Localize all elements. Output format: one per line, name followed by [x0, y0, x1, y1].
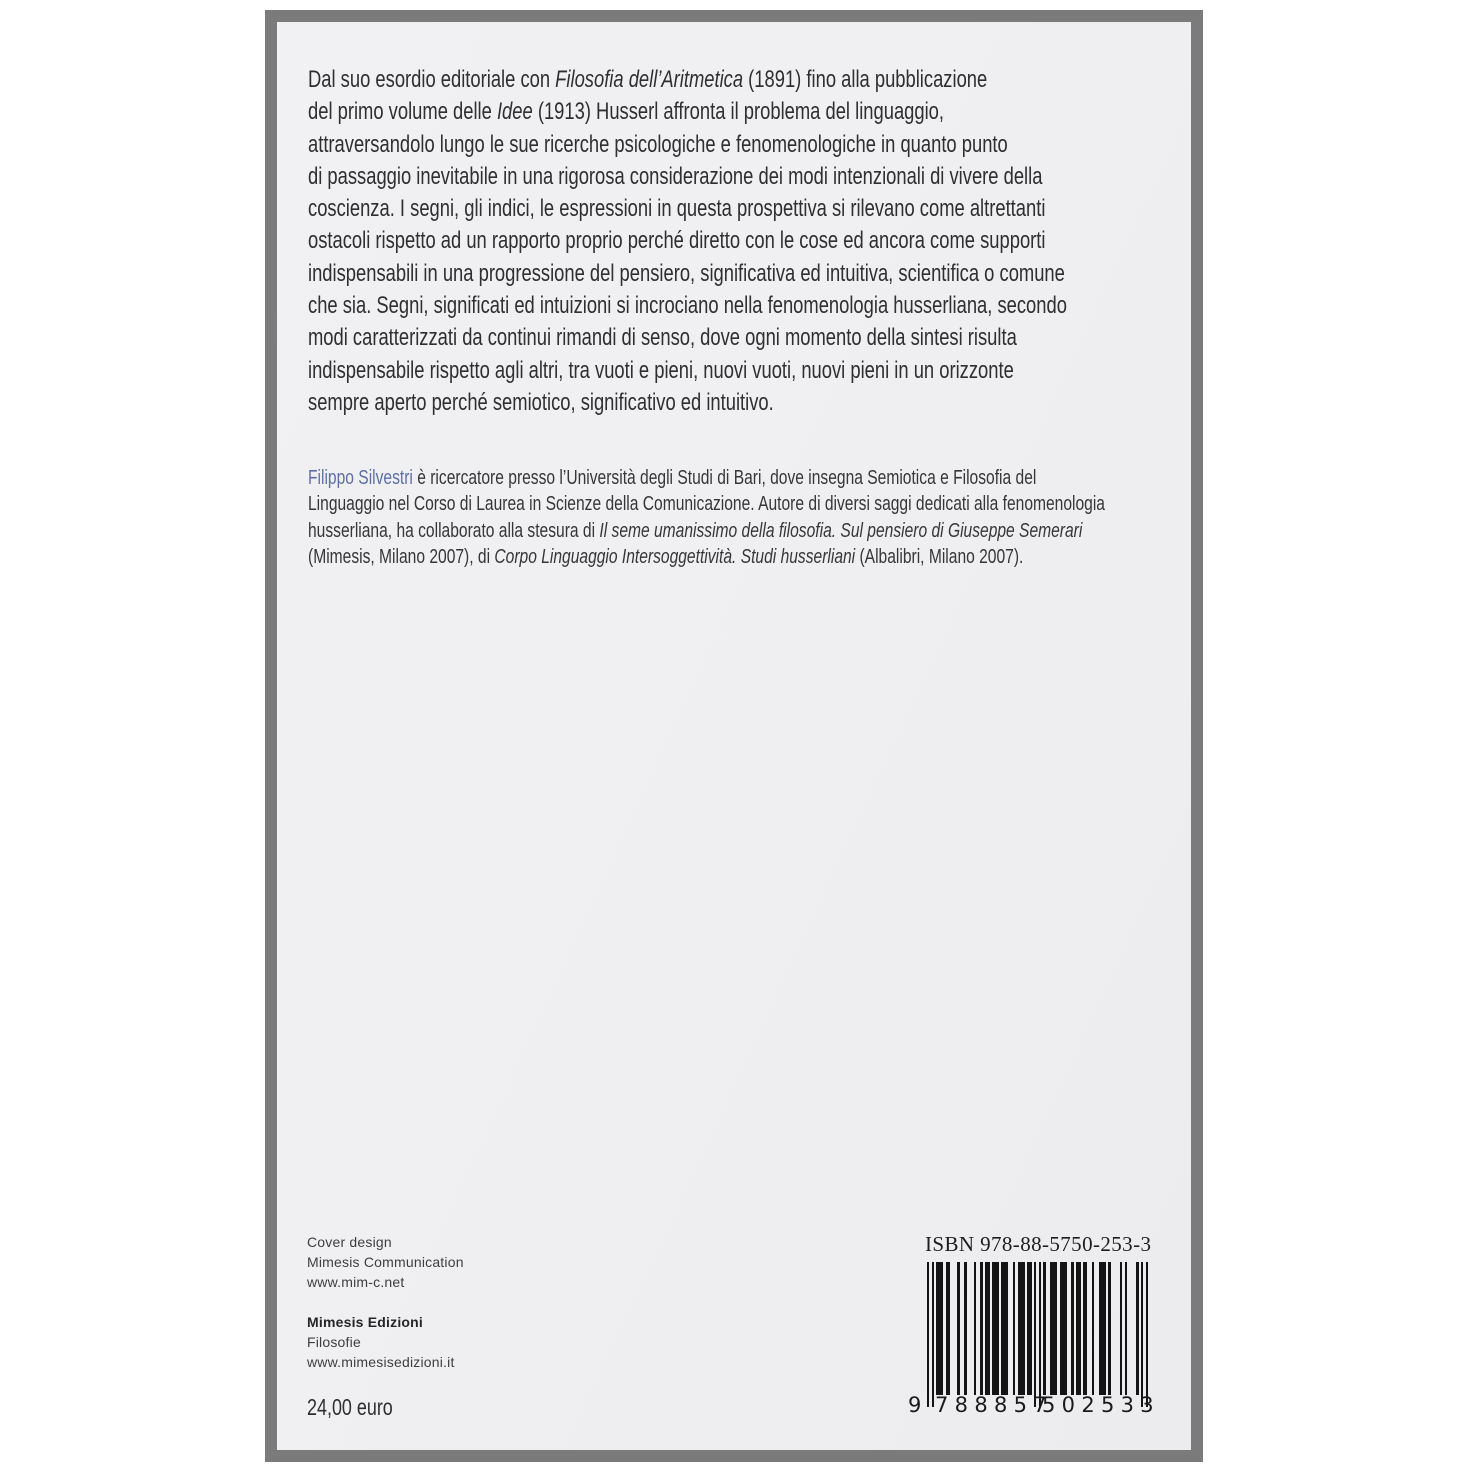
- price-label: 24,00 euro: [307, 1394, 393, 1420]
- credits-line: Mimesis Communication: [307, 1254, 464, 1270]
- cover-credits: [307, 1232, 464, 1292]
- text-run: indispensabili in una progressione del pensiero, significativa ed intuitiva, scientifica o comune: [308, 259, 1065, 287]
- text-run: che sia. Segni, significati ed intuizioni si incrociano nella fenomenologia husserliana, secondo: [308, 292, 1067, 320]
- text-run: ostacoli rispetto ad un rapporto proprio perché diretto con le cose ed ancora come supporti: [308, 227, 1046, 255]
- synopsis-paragraph: [308, 64, 1067, 419]
- barcode-digits-right: 502533: [1042, 1393, 1160, 1417]
- synopsis-line: [308, 225, 1067, 257]
- barcode-digits: [908, 1393, 1160, 1417]
- synopsis-line: [308, 387, 1067, 419]
- bio-line: [308, 518, 1105, 544]
- publisher-series: Filosofie: [307, 1334, 361, 1350]
- publisher-block: [307, 1312, 455, 1372]
- text-run: (1891) fino alla pubblicazione: [743, 66, 988, 93]
- text-run: Dal suo esordio editoriale con: [308, 66, 556, 93]
- synopsis-line: [308, 193, 1067, 225]
- text-run: di passaggio inevitabile in una rigorosa considerazione dei modi intenzionali di vivere della: [308, 162, 1043, 190]
- text-run: coscienza. I segni, gli indici, le espressioni in questa prospettiva si rilevano come altrettanti: [308, 195, 1046, 223]
- credits-url: www.mim-c.net: [307, 1274, 405, 1290]
- text-run: indispensabile rispetto agli altri, tra vuoti e pieni, nuovi vuoti, nuovi pieni in un orizzonte: [308, 356, 1014, 384]
- text-run: (Mimesis, Milano 2007), di: [308, 545, 495, 568]
- synopsis-line: [308, 161, 1067, 193]
- barcode: [908, 1262, 1160, 1417]
- text-run: è ricercatore presso l’Università degli Studi di Bari, dove insegna Semiotica e Filosofia del: [412, 467, 1037, 489]
- bio-line: [308, 465, 1105, 491]
- synopsis-line: [308, 129, 1067, 161]
- text-run: sempre aperto perché semiotico, significativo ed intuitivo.: [308, 388, 774, 416]
- text-run: husserliana, ha collaborato alla stesura di: [308, 519, 600, 542]
- text-run: (Albalibri, Milano 2007).: [855, 545, 1024, 568]
- barcode-digit-first: 9: [908, 1393, 922, 1417]
- italic-title: Filosofia dell’Aritmetica: [555, 66, 744, 93]
- publisher-url: www.mimesisedizioni.it: [307, 1354, 455, 1370]
- author-bio: [308, 465, 1105, 570]
- barcode-digits-left: 788857: [935, 1393, 1053, 1417]
- synopsis-line: [308, 290, 1067, 322]
- credits-line: Cover design: [307, 1234, 392, 1250]
- publisher-name: Mimesis Edizioni: [307, 1314, 423, 1330]
- author-name: Filippo Silvestri: [308, 467, 413, 489]
- bio-line: [308, 544, 1105, 570]
- book-back-cover: [265, 10, 1203, 1462]
- text-run: Linguaggio nel Corso di Laurea in Scienze della Comunicazione. Autore di diversi saggi dedicati alla fenomenologia: [308, 493, 1105, 516]
- synopsis-line: [308, 355, 1067, 387]
- synopsis-line: [308, 96, 1067, 128]
- italic-title: Corpo Linguaggio Intersoggettività. Studi husserliani: [494, 545, 856, 568]
- barcode-bars: [927, 1262, 1148, 1408]
- synopsis-line: [308, 258, 1067, 290]
- text-run: modi caratterizzati da continui rimandi di senso, dove ogni momento della sintesi risulta: [308, 324, 1017, 352]
- text-run: attraversandolo lungo le sue ricerche psicologiche e fenomenologiche in quanto punto: [308, 130, 1008, 158]
- synopsis-line: [308, 322, 1067, 354]
- italic-title: Il seme umanissimo della filosofia. Sul pensiero di Giuseppe Semerari: [599, 519, 1083, 542]
- bio-line: [308, 491, 1105, 517]
- italic-title: Idee: [496, 98, 533, 126]
- isbn-label: ISBN 978-88-5750-253-3: [925, 1232, 1152, 1256]
- text-run: del primo volume delle: [308, 98, 497, 126]
- synopsis-line: [308, 64, 1067, 96]
- cover-paper: [277, 22, 1191, 1450]
- text-run: (1913) Husserl affronta il problema del linguaggio,: [532, 98, 945, 126]
